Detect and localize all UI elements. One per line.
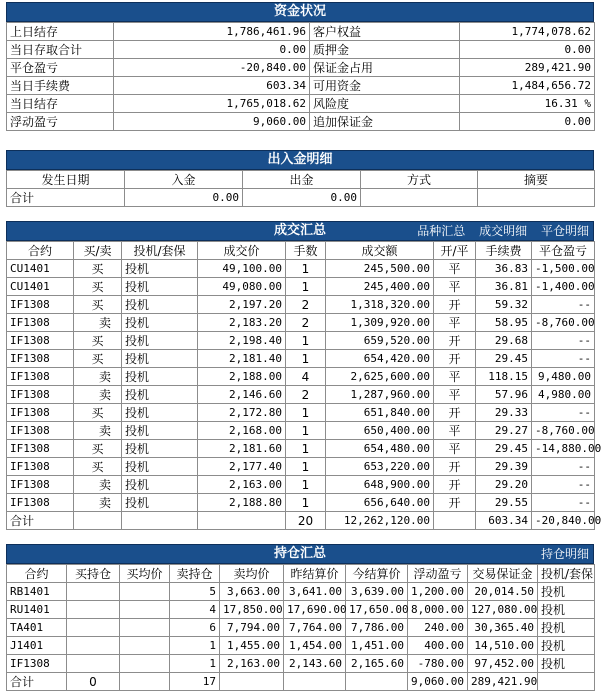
positions-col-header: 昨结算价 — [284, 565, 346, 583]
trades-section — [6, 221, 601, 530]
positions-col-header: 买均价 — [120, 565, 170, 583]
trade-cell: 1 — [286, 440, 326, 458]
position-cell: 240.00 — [408, 619, 468, 637]
trade-cell: 平 — [434, 314, 476, 332]
position-cell: 8,000.00 — [408, 601, 468, 619]
trade-cell: 2,163.00 — [198, 476, 286, 494]
trade-cell: 2 — [286, 296, 326, 314]
account-label: 保证金占用 — [310, 59, 460, 77]
position-cell: 2,143.60 — [284, 655, 346, 673]
trade-cell: 2,177.40 — [198, 458, 286, 476]
trade-cell: 654,420.00 — [326, 350, 434, 368]
cashflow-title: 出入金明细 — [267, 152, 333, 167]
trade-cell: 投机 — [122, 458, 198, 476]
position-cell: 1 — [170, 637, 220, 655]
trade-cell: 36.81 — [476, 278, 532, 296]
position-cell: 3,663.00 — [220, 583, 284, 601]
trade-cell: 49,100.00 — [198, 260, 286, 278]
position-row — [7, 637, 595, 655]
position-cell: J1401 — [7, 637, 67, 655]
trades-total-cell — [434, 512, 476, 530]
trade-cell: 57.96 — [476, 386, 532, 404]
trade-cell: 1 — [286, 458, 326, 476]
position-cell: 400.00 — [408, 637, 468, 655]
trades-total-cell: 合计 — [7, 512, 74, 530]
trade-cell: -1,500.00 — [532, 260, 595, 278]
trade-cell: 卖 — [74, 368, 122, 386]
position-cell: 投机 — [538, 637, 595, 655]
trade-cell: 平 — [434, 440, 476, 458]
trade-cell: 1 — [286, 332, 326, 350]
account-value: 0.00 — [460, 41, 595, 59]
trade-cell: 29.20 — [476, 476, 532, 494]
trades-header-row — [7, 242, 595, 260]
trade-cell: 买 — [74, 350, 122, 368]
trades-col-header: 买/卖 — [74, 242, 122, 260]
positions-total-cell: 289,421.90 — [468, 673, 538, 691]
account-value: 289,421.90 — [460, 59, 595, 77]
account-value: 1,484,656.72 — [460, 77, 595, 95]
account-summary-table — [6, 22, 595, 131]
position-cell: 3,639.00 — [346, 583, 408, 601]
account-label: 追加保证金 — [310, 113, 460, 131]
position-cell — [120, 583, 170, 601]
col-in: 入金 — [125, 171, 243, 189]
trade-cell: 1,309,920.00 — [326, 314, 434, 332]
trade-cell: 投机 — [122, 476, 198, 494]
trade-cell: 59.32 — [476, 296, 532, 314]
trade-cell: 1 — [286, 422, 326, 440]
trade-cell: 650,400.00 — [326, 422, 434, 440]
trade-cell: 1 — [286, 494, 326, 512]
trade-cell: -14,880.00 — [532, 440, 595, 458]
trade-cell: 卖 — [74, 314, 122, 332]
positions-col-header: 卖均价 — [220, 565, 284, 583]
cashflow-total-label: 合计 — [7, 189, 125, 207]
trade-cell: 开 — [434, 332, 476, 350]
trade-row — [7, 296, 595, 314]
trades-col-header: 合约 — [7, 242, 74, 260]
trade-cell: 开 — [434, 494, 476, 512]
positions-total-cell — [346, 673, 408, 691]
trade-row — [7, 476, 595, 494]
account-value: 16.31 % — [460, 95, 595, 113]
trades-header — [6, 221, 594, 241]
position-cell: 17,650.00 — [346, 601, 408, 619]
trade-cell: IF1308 — [7, 422, 74, 440]
col-method: 方式 — [361, 171, 478, 189]
position-cell: 1,451.00 — [346, 637, 408, 655]
positions-total-row — [7, 673, 595, 691]
position-cell — [120, 601, 170, 619]
positions-header — [6, 544, 594, 564]
cashflow-total-out: 0.00 — [243, 189, 361, 207]
trade-cell: 29.39 — [476, 458, 532, 476]
cashflow-table — [6, 170, 595, 207]
trade-cell: 投机 — [122, 440, 198, 458]
trade-cell: 2,168.00 — [198, 422, 286, 440]
col-summary: 摘要 — [478, 171, 595, 189]
position-cell: 7,794.00 — [220, 619, 284, 637]
trade-cell: 29.27 — [476, 422, 532, 440]
position-cell: 投机 — [538, 655, 595, 673]
trade-cell: 1 — [286, 278, 326, 296]
trades-total-row — [7, 512, 595, 530]
trade-row — [7, 440, 595, 458]
positions-total-cell — [284, 673, 346, 691]
cashflow-total-method — [361, 189, 478, 207]
positions-header-row — [7, 565, 595, 583]
trade-row — [7, 458, 595, 476]
position-cell: 投机 — [538, 601, 595, 619]
trade-cell: 平 — [434, 260, 476, 278]
trades-total-cell: 603.34 — [476, 512, 532, 530]
position-cell: RB1401 — [7, 583, 67, 601]
trade-cell: 2 — [286, 386, 326, 404]
trade-cell: IF1308 — [7, 332, 74, 350]
position-cell — [120, 619, 170, 637]
trade-cell: 29.45 — [476, 440, 532, 458]
trade-cell: IF1308 — [7, 494, 74, 512]
position-row — [7, 655, 595, 673]
trade-cell: 平 — [434, 368, 476, 386]
trade-cell: IF1308 — [7, 440, 74, 458]
trades-col-header: 手续费 — [476, 242, 532, 260]
account-label: 浮动盈亏 — [7, 113, 114, 131]
account-label: 可用资金 — [310, 77, 460, 95]
trade-cell: 36.83 — [476, 260, 532, 278]
trade-cell: 买 — [74, 332, 122, 350]
position-cell: 20,014.50 — [468, 583, 538, 601]
position-cell: 1,454.00 — [284, 637, 346, 655]
col-out: 出金 — [243, 171, 361, 189]
account-row — [7, 23, 595, 41]
account-value: 1,765,018.62 — [114, 95, 310, 113]
trade-cell: CU1401 — [7, 260, 74, 278]
trades-total-cell — [122, 512, 198, 530]
trade-cell: 1 — [286, 350, 326, 368]
account-value: 0.00 — [114, 41, 310, 59]
account-summary-header — [6, 2, 594, 22]
trade-cell: 2,188.00 — [198, 368, 286, 386]
cashflow-total-in: 0.00 — [125, 189, 243, 207]
trade-row — [7, 368, 595, 386]
trades-col-header: 成交价 — [198, 242, 286, 260]
trade-cell: 2,181.60 — [198, 440, 286, 458]
trade-cell: IF1308 — [7, 404, 74, 422]
position-cell: 7,764.00 — [284, 619, 346, 637]
position-cell: -780.00 — [408, 655, 468, 673]
trade-row — [7, 386, 595, 404]
position-row — [7, 619, 595, 637]
account-value: 9,060.00 — [114, 113, 310, 131]
account-row — [7, 77, 595, 95]
trade-cell: -- — [532, 296, 595, 314]
trade-cell: 买 — [74, 404, 122, 422]
trade-row — [7, 278, 595, 296]
position-cell: 4 — [170, 601, 220, 619]
trade-cell: 245,500.00 — [326, 260, 434, 278]
trade-cell: 2,172.80 — [198, 404, 286, 422]
trade-cell: 平 — [434, 278, 476, 296]
trade-cell: 买 — [74, 260, 122, 278]
trades-total-cell — [74, 512, 122, 530]
trade-cell: 29.68 — [476, 332, 532, 350]
positions-section — [6, 544, 594, 691]
trade-cell: 投机 — [122, 260, 198, 278]
account-value: 1,786,461.96 — [114, 23, 310, 41]
trade-row — [7, 260, 595, 278]
trade-cell: IF1308 — [7, 296, 74, 314]
account-row — [7, 59, 595, 77]
trade-cell: 651,840.00 — [326, 404, 434, 422]
trade-row — [7, 422, 595, 440]
position-cell: 127,080.00 — [468, 601, 538, 619]
trade-cell: 卖 — [74, 476, 122, 494]
trade-cell: CU1401 — [7, 278, 74, 296]
trades-col-header: 手数 — [286, 242, 326, 260]
trade-cell: 买 — [74, 440, 122, 458]
account-summary-section — [6, 2, 594, 131]
position-cell: 1,455.00 — [220, 637, 284, 655]
trade-cell: 投机 — [122, 386, 198, 404]
trade-cell: 投机 — [122, 404, 198, 422]
link-trade-detail[interactable]: 成交明细 — [479, 224, 528, 238]
position-cell — [120, 655, 170, 673]
trades-col-header: 开/平 — [434, 242, 476, 260]
trade-cell: IF1308 — [7, 476, 74, 494]
cashflow-header — [6, 150, 594, 170]
position-cell — [67, 637, 120, 655]
trade-row — [7, 314, 595, 332]
trade-row — [7, 332, 595, 350]
trade-cell: 58.95 — [476, 314, 532, 332]
position-cell: 7,786.00 — [346, 619, 408, 637]
trade-cell: 4,980.00 — [532, 386, 595, 404]
trade-cell: IF1308 — [7, 314, 74, 332]
trade-cell: -- — [532, 350, 595, 368]
trade-row — [7, 350, 595, 368]
positions-title: 持仓汇总 — [273, 546, 326, 561]
cashflow-section — [6, 150, 594, 207]
link-position-detail[interactable]: 持仓明细 — [540, 547, 589, 561]
positions-total-cell: 17 — [170, 673, 220, 691]
trade-cell: 卖 — [74, 386, 122, 404]
trade-cell: 1 — [286, 260, 326, 278]
cashflow-total-summary — [478, 189, 595, 207]
cashflow-header-row — [7, 171, 595, 189]
position-cell — [67, 583, 120, 601]
trade-cell: 买 — [74, 458, 122, 476]
position-cell: 30,365.40 — [468, 619, 538, 637]
positions-total-cell: 9,060.00 — [408, 673, 468, 691]
trade-cell: -- — [532, 404, 595, 422]
trade-cell: 49,080.00 — [198, 278, 286, 296]
position-cell: 17,850.00 — [220, 601, 284, 619]
positions-col-header: 浮动盈亏 — [408, 565, 468, 583]
positions-col-header: 卖持仓 — [170, 565, 220, 583]
position-cell: 5 — [170, 583, 220, 601]
trade-row — [7, 494, 595, 512]
position-cell: 97,452.00 — [468, 655, 538, 673]
trades-total-cell: 12,262,120.00 — [326, 512, 434, 530]
trade-cell: 4 — [286, 368, 326, 386]
col-date: 发生日期 — [7, 171, 125, 189]
position-cell: 1 — [170, 655, 220, 673]
account-row — [7, 41, 595, 59]
trade-cell: 2,198.40 — [198, 332, 286, 350]
trade-cell: 1,287,960.00 — [326, 386, 434, 404]
trade-cell: 投机 — [122, 332, 198, 350]
position-cell: IF1308 — [7, 655, 67, 673]
positions-col-header: 交易保证金 — [468, 565, 538, 583]
trade-cell: 9,480.00 — [532, 368, 595, 386]
position-cell: 17,690.00 — [284, 601, 346, 619]
position-cell: 6 — [170, 619, 220, 637]
trade-cell: 买 — [74, 278, 122, 296]
positions-total-cell: 合计 — [7, 673, 67, 691]
trade-cell: 投机 — [122, 494, 198, 512]
trade-cell: 平 — [434, 386, 476, 404]
trade-row — [7, 404, 595, 422]
positions-col-header: 今结算价 — [346, 565, 408, 583]
trade-cell: 1,318,320.00 — [326, 296, 434, 314]
account-label: 风险度 — [310, 95, 460, 113]
trade-cell: 648,900.00 — [326, 476, 434, 494]
trade-cell: 平 — [434, 422, 476, 440]
trade-cell: 2,146.60 — [198, 386, 286, 404]
trades-col-header: 投机/套保 — [122, 242, 198, 260]
account-label: 上日结存 — [7, 23, 114, 41]
trades-col-header: 成交额 — [326, 242, 434, 260]
positions-total-cell — [538, 673, 595, 691]
trade-cell: IF1308 — [7, 368, 74, 386]
trade-cell: 开 — [434, 350, 476, 368]
position-cell — [67, 655, 120, 673]
trade-cell: 卖 — [74, 494, 122, 512]
trade-cell: -- — [532, 476, 595, 494]
trade-cell: 2,625,600.00 — [326, 368, 434, 386]
trade-cell: -8,760.00 — [532, 314, 595, 332]
trade-cell: 买 — [74, 296, 122, 314]
account-label: 平仓盈亏 — [7, 59, 114, 77]
position-cell — [67, 619, 120, 637]
position-cell: 2,163.00 — [220, 655, 284, 673]
trade-cell: 投机 — [122, 296, 198, 314]
trade-cell: 开 — [434, 458, 476, 476]
position-cell — [67, 601, 120, 619]
position-row — [7, 583, 595, 601]
account-label: 质押金 — [310, 41, 460, 59]
trades-total-cell — [198, 512, 286, 530]
trades-total-cell: -20,840.00 — [532, 512, 595, 530]
position-cell: 14,510.00 — [468, 637, 538, 655]
position-cell: TA401 — [7, 619, 67, 637]
trade-cell: 654,480.00 — [326, 440, 434, 458]
trade-cell: IF1308 — [7, 458, 74, 476]
account-value: -20,840.00 — [114, 59, 310, 77]
trade-cell: 2,181.40 — [198, 350, 286, 368]
account-summary-title: 资金状况 — [273, 4, 326, 19]
trades-title: 成交汇总 — [273, 223, 326, 238]
trades-total-cell: 20 — [286, 512, 326, 530]
trade-cell: 1 — [286, 476, 326, 494]
positions-col-header: 投机/套保 — [538, 565, 595, 583]
trade-cell: IF1308 — [7, 350, 74, 368]
link-close-detail[interactable]: 平仓明细 — [540, 224, 589, 238]
trade-cell: 开 — [434, 404, 476, 422]
position-cell: 1,200.00 — [408, 583, 468, 601]
trades-table — [6, 241, 601, 530]
trade-cell: 653,220.00 — [326, 458, 434, 476]
trade-cell: 118.15 — [476, 368, 532, 386]
trade-cell: 开 — [434, 296, 476, 314]
account-label: 客户权益 — [310, 23, 460, 41]
account-value: 0.00 — [460, 113, 595, 131]
trade-cell: 656,640.00 — [326, 494, 434, 512]
positions-table — [6, 564, 595, 691]
account-label: 当日存取合计 — [7, 41, 114, 59]
trade-cell: -- — [532, 458, 595, 476]
position-cell: 3,641.00 — [284, 583, 346, 601]
trade-cell: 2,188.80 — [198, 494, 286, 512]
positions-total-cell: 0 — [67, 673, 120, 691]
trade-cell: 29.45 — [476, 350, 532, 368]
trade-cell: 投机 — [122, 350, 198, 368]
trade-cell: 投机 — [122, 314, 198, 332]
trade-cell: 投机 — [122, 368, 198, 386]
account-row — [7, 95, 595, 113]
trade-cell: 2,197.20 — [198, 296, 286, 314]
trade-cell: -8,760.00 — [532, 422, 595, 440]
position-cell: RU1401 — [7, 601, 67, 619]
account-label: 当日手续费 — [7, 77, 114, 95]
trade-cell: 659,520.00 — [326, 332, 434, 350]
position-row — [7, 601, 595, 619]
trade-cell: 卖 — [74, 422, 122, 440]
trade-cell: 2 — [286, 314, 326, 332]
trade-cell: IF1308 — [7, 386, 74, 404]
trade-cell: 29.55 — [476, 494, 532, 512]
position-cell: 2,165.60 — [346, 655, 408, 673]
position-cell — [120, 637, 170, 655]
trade-cell: 投机 — [122, 422, 198, 440]
account-row — [7, 113, 595, 131]
trade-cell: 29.33 — [476, 404, 532, 422]
positions-col-header: 买持仓 — [67, 565, 120, 583]
account-label: 当日结存 — [7, 95, 114, 113]
link-product-summary[interactable]: 品种汇总 — [417, 224, 466, 238]
positions-total-cell — [120, 673, 170, 691]
trade-cell: 245,400.00 — [326, 278, 434, 296]
trade-cell: 1 — [286, 404, 326, 422]
position-cell: 投机 — [538, 619, 595, 637]
trade-cell: -- — [532, 494, 595, 512]
trade-cell: 投机 — [122, 278, 198, 296]
account-value: 603.34 — [114, 77, 310, 95]
position-cell: 投机 — [538, 583, 595, 601]
trades-col-header: 平仓盈亏 — [532, 242, 595, 260]
account-value: 1,774,078.62 — [460, 23, 595, 41]
positions-col-header: 合约 — [7, 565, 67, 583]
cashflow-total-row — [7, 189, 595, 207]
trade-cell: 2,183.20 — [198, 314, 286, 332]
trade-cell: -1,400.00 — [532, 278, 595, 296]
trade-cell: -- — [532, 332, 595, 350]
trade-cell: 开 — [434, 476, 476, 494]
positions-total-cell — [220, 673, 284, 691]
